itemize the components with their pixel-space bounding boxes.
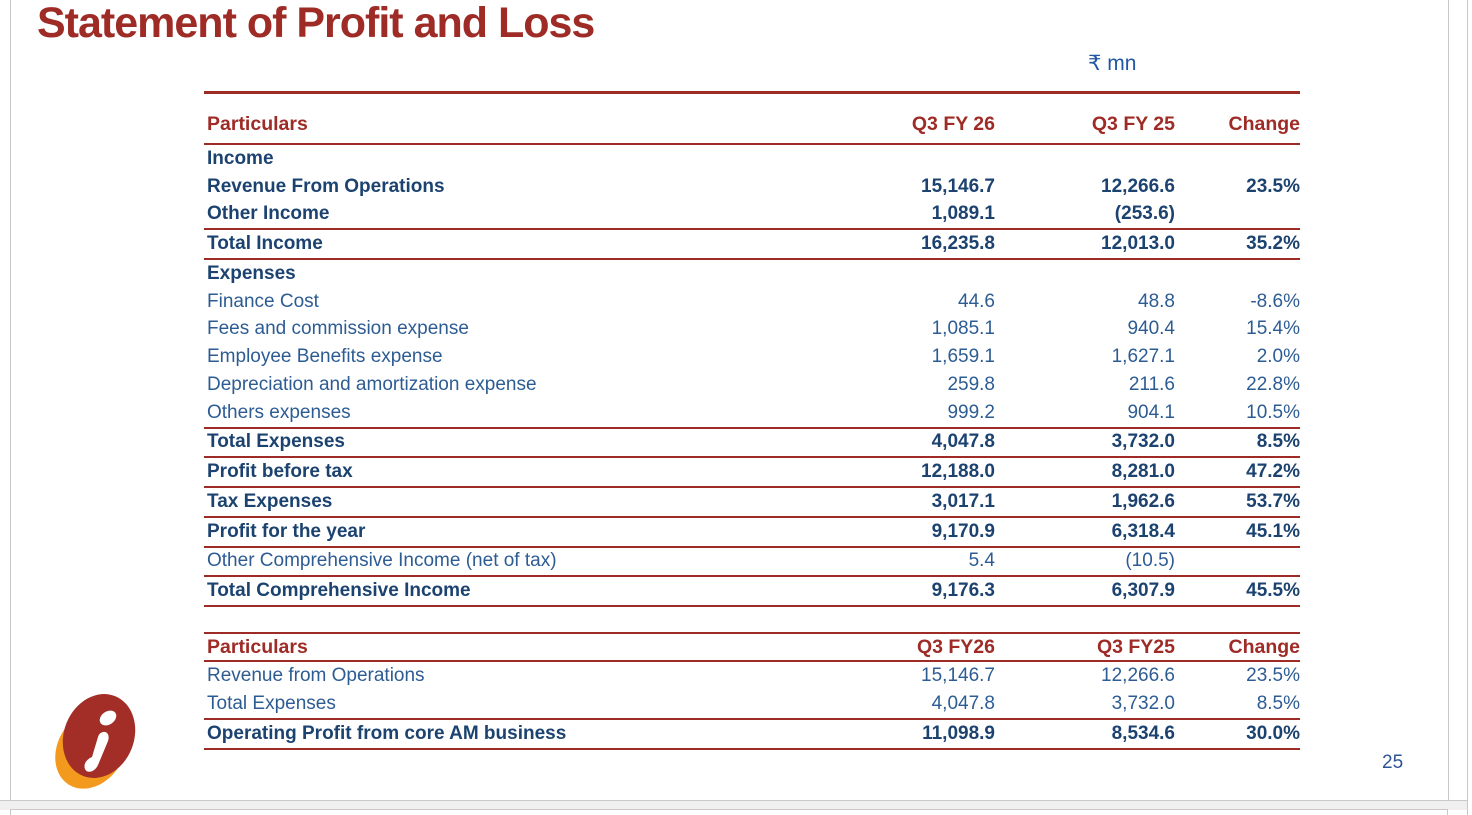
table-row <box>204 229 1300 259</box>
row-value-q3fy25: 12,266.6 <box>1101 175 1175 197</box>
table-row <box>204 517 1300 547</box>
table-row <box>204 690 1300 719</box>
row-value-change: 15.4% <box>1246 318 1300 340</box>
row-value-q3fy26: 1,089.1 <box>829 201 995 230</box>
row-value-change: 22.8% <box>1246 373 1300 395</box>
row-value-q3fy26: 9,170.9 <box>829 517 995 547</box>
row-value-q3fy26: 1,085.1 <box>931 318 995 340</box>
row-label: Total Expenses <box>204 428 829 458</box>
row-value-q3fy25: 12,013.0 <box>995 229 1175 259</box>
row-value-change: 53.7% <box>1175 487 1300 517</box>
row-label: Expenses <box>207 262 296 284</box>
row-value-change: 8.5% <box>1175 428 1300 458</box>
icici-logo <box>48 692 148 792</box>
slide-right-border <box>1448 0 1449 800</box>
row-label: Revenue From Operations <box>207 175 445 197</box>
page-title: Statement of Profit and Loss <box>37 0 595 47</box>
row-label: Others expenses <box>204 399 829 428</box>
col-header-q3fy26: Q3 FY26 <box>829 633 995 661</box>
row-value-q3fy26: 3,017.1 <box>829 487 995 517</box>
col-header-change: Change <box>1175 633 1300 661</box>
table-row <box>204 201 1300 230</box>
row-value-change: 45.1% <box>1175 517 1300 547</box>
row-value-q3fy26: 9,176.3 <box>829 576 995 606</box>
col-header-q3fy25: Q3 FY 25 <box>995 93 1175 145</box>
row-value-q3fy25: 904.1 <box>995 399 1175 428</box>
row-value-q3fy25: 211.6 <box>1128 373 1175 395</box>
row-value-q3fy26: 4,047.8 <box>829 690 995 719</box>
row-label: Employee Benefits expense <box>207 346 443 368</box>
pane-right-edge <box>1467 0 1468 815</box>
row-value-q3fy25: 6,318.4 <box>995 517 1175 547</box>
row-value-q3fy26: 44.6 <box>958 290 995 312</box>
table-row <box>204 399 1300 428</box>
row-label: Total Expenses <box>204 690 829 719</box>
row-value-q3fy25: 6,307.9 <box>995 576 1175 606</box>
row-value-q3fy25: 48.8 <box>1138 290 1175 312</box>
row-value-q3fy25: 8,281.0 <box>995 457 1175 487</box>
row-value-q3fy26: 15,146.7 <box>921 175 995 197</box>
table-row <box>204 428 1300 458</box>
row-value-change: 2.0% <box>1256 346 1300 368</box>
summary-table-header-row <box>204 633 1300 661</box>
page-number: 25 <box>1382 752 1404 773</box>
row-label: Fees and commission expense <box>207 318 469 340</box>
table-row <box>204 371 1300 399</box>
col-header-q3fy25: Q3 FY25 <box>995 633 1175 661</box>
row-label: Other Comprehensive Income (net of tax) <box>204 547 829 577</box>
table-row <box>204 343 1300 371</box>
row-value-q3fy25: 3,732.0 <box>995 690 1175 719</box>
row-value-q3fy25: 1,962.6 <box>995 487 1175 517</box>
row-value-change: 35.2% <box>1175 229 1300 259</box>
col-header-change: Change <box>1175 93 1300 145</box>
row-label: Other Income <box>204 201 829 230</box>
row-value-change: 23.5% <box>1246 665 1300 686</box>
row-label: Revenue from Operations <box>207 665 425 686</box>
row-value-q3fy26: 16,235.8 <box>829 229 995 259</box>
row-label: Income <box>207 147 274 169</box>
table-row <box>204 457 1300 487</box>
row-value-q3fy25: 3,732.0 <box>995 428 1175 458</box>
next-slide-top-edge <box>10 809 1448 815</box>
row-value-q3fy25: (10.5) <box>995 547 1175 577</box>
table-row <box>204 719 1300 749</box>
table-row <box>204 487 1300 517</box>
row-value-q3fy26: 4,047.8 <box>829 428 995 458</box>
table-row <box>204 576 1300 606</box>
table-row <box>204 144 1300 173</box>
row-label: Profit for the year <box>204 517 829 547</box>
row-label: Finance Cost <box>207 290 319 312</box>
table-row <box>204 661 1300 690</box>
col-header-q3fy26: Q3 FY 26 <box>829 93 995 145</box>
operating-profit-table <box>204 632 1300 750</box>
row-value-q3fy26: 259.8 <box>947 373 995 395</box>
row-value-q3fy25: 1,627.1 <box>1111 346 1175 368</box>
operating-profit-table-body <box>204 661 1300 749</box>
row-value-q3fy25: 12,266.6 <box>1101 665 1175 686</box>
col-header-particulars: Particulars <box>204 633 829 661</box>
row-value-q3fy26: 999.2 <box>829 399 995 428</box>
row-label: Total Income <box>204 229 829 259</box>
row-value-change <box>1175 201 1300 230</box>
table-row <box>204 288 1300 316</box>
row-value-change <box>1175 144 1300 173</box>
row-value-q3fy26: 15,146.7 <box>921 665 995 686</box>
pnl-table-header-row <box>204 93 1300 145</box>
row-value-q3fy26: 1,659.1 <box>931 346 995 368</box>
currency-unit-label: ₹ mn <box>1088 52 1137 75</box>
row-value-q3fy25 <box>995 259 1175 288</box>
row-value-q3fy25: 940.4 <box>1127 318 1175 340</box>
slide-left-border <box>10 0 11 800</box>
row-label: Profit before tax <box>204 457 829 487</box>
table-row <box>204 547 1300 577</box>
row-value-q3fy26: 5.4 <box>829 547 995 577</box>
pnl-table-body <box>204 144 1300 606</box>
table-row <box>204 316 1300 344</box>
row-value-change <box>1175 259 1300 288</box>
row-value-change: 23.5% <box>1246 175 1300 197</box>
row-value-q3fy26 <box>829 259 995 288</box>
row-value-change: 8.5% <box>1175 690 1300 719</box>
row-value-change: 10.5% <box>1175 399 1300 428</box>
row-value-q3fy25: 8,534.6 <box>995 719 1175 749</box>
row-value-change: 45.5% <box>1175 576 1300 606</box>
table-row <box>204 173 1300 201</box>
row-value-change: -8.6% <box>1250 290 1300 312</box>
row-label: Operating Profit from core AM business <box>204 719 829 749</box>
col-header-particulars: Particulars <box>204 93 829 145</box>
row-value-q3fy25 <box>995 144 1175 173</box>
row-value-q3fy26 <box>829 144 995 173</box>
icici-logo-icon <box>48 692 148 792</box>
row-value-change: 30.0% <box>1175 719 1300 749</box>
row-label: Tax Expenses <box>204 487 829 517</box>
row-value-q3fy26: 11,098.9 <box>829 719 995 749</box>
row-value-change: 47.2% <box>1175 457 1300 487</box>
row-value-change <box>1175 547 1300 577</box>
row-label: Total Comprehensive Income <box>204 576 829 606</box>
table-row <box>204 259 1300 288</box>
row-label: Depreciation and amortization expense <box>207 373 537 395</box>
pnl-table <box>204 91 1300 607</box>
row-value-q3fy25: (253.6) <box>995 201 1175 230</box>
row-value-q3fy26: 12,188.0 <box>829 457 995 487</box>
